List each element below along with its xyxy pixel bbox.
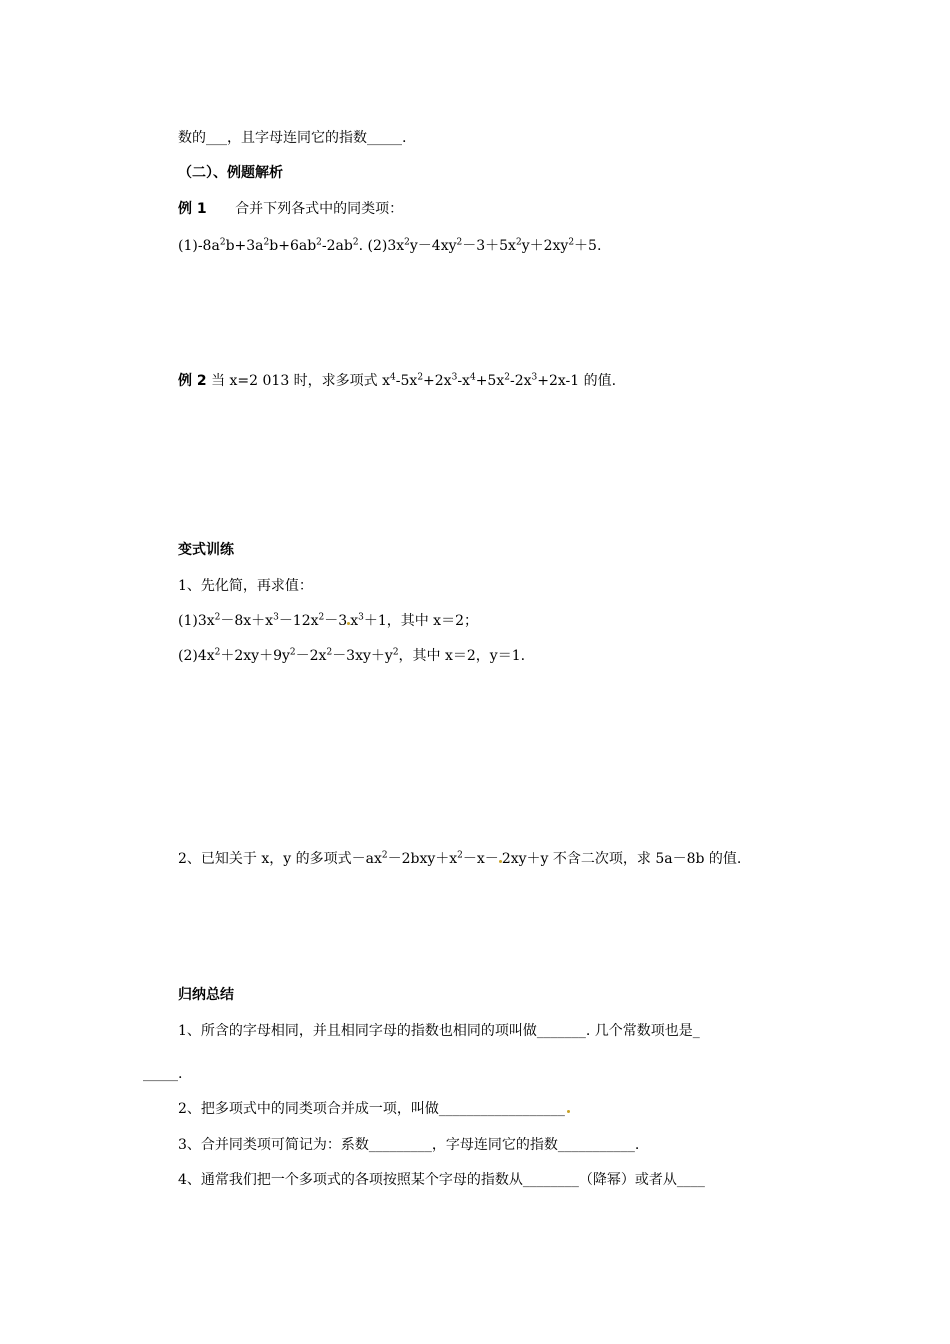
summary-item-1-cont (143, 1064, 182, 1084)
example-label: 例 2 (178, 373, 207, 389)
expr: －8x＋x (220, 613, 274, 629)
expr: -x (457, 373, 470, 389)
text: 3、合并同类项可简记为：系数_________，字母连同它的指数___________. (178, 1137, 640, 1153)
sup: 2 (457, 850, 463, 861)
sup: 2 (214, 612, 221, 623)
expr: －3＋5x (462, 238, 516, 254)
expr: (1)3x (178, 613, 215, 629)
expr: y＋2xy (521, 238, 569, 254)
variant-item-1b (178, 646, 525, 666)
expr: . (2)3x (358, 238, 405, 254)
expr: +2x-1 的值. (537, 373, 617, 389)
summary-item-3 (178, 1135, 639, 1155)
sup: 2 (214, 647, 221, 658)
sup: 2 (316, 237, 322, 248)
expr: (1)-8a (178, 238, 220, 254)
example-2 (178, 371, 616, 391)
sup: 2 (263, 237, 270, 248)
text: 数的___，且字母连同它的指数_____. (178, 130, 407, 146)
sup: 4 (469, 372, 476, 383)
sup: 3 (451, 372, 458, 383)
expr: ＋2xy＋9y (220, 648, 290, 664)
sup: 2 (326, 647, 333, 658)
expr: －x－ (462, 851, 499, 867)
expr: ＋1，其中 x＝2； (363, 613, 478, 629)
sup: 2 (392, 647, 399, 658)
sup: 2 (381, 850, 388, 861)
expr: －2bxy＋x (387, 851, 458, 867)
expr: -5x (395, 373, 418, 389)
expr: b+6ab (269, 238, 317, 254)
example-label: 例 1 (178, 201, 207, 217)
summary-item-2 (178, 1099, 570, 1119)
sup: 3 (531, 372, 538, 383)
text: 1、所含的字母相同，并且相同字母的指数也相同的项叫做_______. 几个常数项也是_ (178, 1023, 700, 1039)
expr: -2ab (321, 238, 353, 254)
example-1-expressions (178, 236, 601, 256)
example-text: 合并下列各式中的同类项： (235, 201, 404, 217)
mark-dot (567, 1110, 570, 1113)
heading-text: 变式训练 (178, 542, 234, 558)
expr: －3xy＋y (332, 648, 393, 664)
variant-item-1a (178, 611, 478, 631)
sup: 2 (417, 372, 424, 383)
section-heading-examples (178, 163, 283, 183)
text: 4、通常我们把一个多项式的各项按照某个字母的指数从________（降幂）或者从____ (178, 1172, 705, 1188)
heading-text: 归纳总结 (178, 987, 234, 1003)
sup: 2 (318, 612, 325, 623)
text-line-1 (178, 128, 406, 148)
sup: 2 (289, 647, 296, 658)
expr: 2、已知关于 x，y 的多项式－ax (178, 851, 382, 867)
expr: -2x (509, 373, 532, 389)
expr: b+3a (225, 238, 264, 254)
expr: －2x (295, 648, 327, 664)
sup: 2 (219, 237, 226, 248)
expr: +5x (475, 373, 505, 389)
expr: ，其中 x＝2，y＝1. (398, 648, 526, 664)
expr: 当 x=2 013 时，求多项式 x (211, 373, 391, 389)
expr: +2x (423, 373, 452, 389)
example-1-title (178, 199, 403, 219)
variant-item-1 (178, 576, 313, 596)
sup: 2 (504, 372, 510, 383)
section-heading-variant (178, 540, 234, 560)
text: 2、把多项式中的同类项合并成一项，叫做__________________ (178, 1101, 565, 1117)
sup: 2 (568, 237, 575, 248)
sup: 2 (515, 237, 522, 248)
sup: 2 (352, 237, 359, 248)
sup: 4 (390, 372, 396, 383)
expr: －12x (278, 613, 319, 629)
expr: x (350, 613, 359, 629)
sup: 2 (456, 237, 463, 248)
summary-item-1 (178, 1021, 700, 1041)
sup: 3 (358, 612, 364, 623)
expr: －3 (324, 613, 348, 629)
text: _____. (143, 1066, 183, 1082)
expr: y－4xy (409, 238, 457, 254)
sup: 2 (404, 237, 410, 248)
expr: 2xy＋y 不含二次项，求 5a－8b 的值. (501, 851, 742, 867)
heading-text: （二）、例题解析 (178, 165, 283, 181)
sup: 3 (273, 612, 279, 623)
expr: ＋5. (574, 238, 602, 254)
variant-item-2 (178, 849, 741, 869)
text: 1、先化简，再求值： (178, 578, 313, 594)
section-heading-summary (178, 985, 234, 1005)
summary-item-4 (178, 1170, 705, 1190)
expr: (2)4x (178, 648, 215, 664)
